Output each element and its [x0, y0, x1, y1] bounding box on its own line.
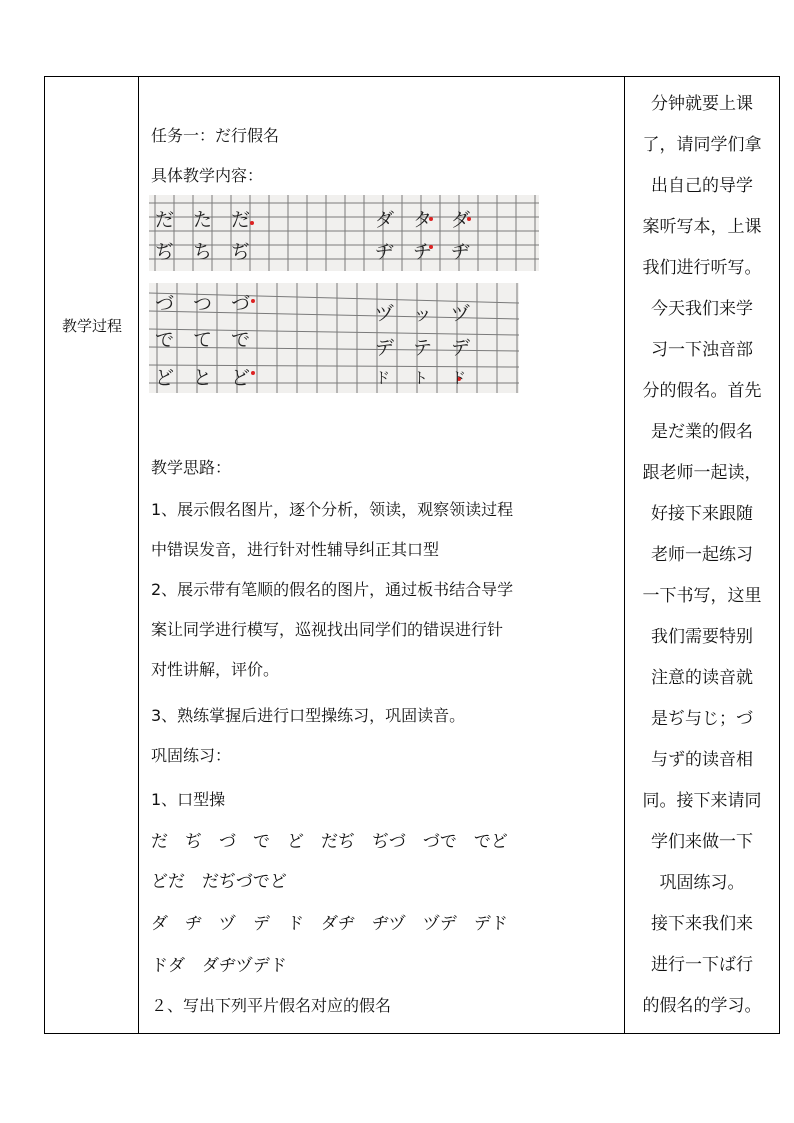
note-line: 的假名的学习。	[642, 996, 762, 1016]
drill-line: だ ぢ づ で ど だぢ ぢづ づで でど	[151, 832, 508, 852]
note-line: 巩固练习。	[659, 873, 745, 893]
note-line: 今天我们来学	[651, 299, 753, 319]
kana-char: ヅ	[451, 303, 471, 325]
note-line: 是だ業的假名	[651, 422, 753, 442]
note-line: 了，请同学们拿	[642, 135, 762, 155]
kana-char: で	[231, 329, 251, 351]
kana-char: ヂ	[451, 241, 471, 263]
lesson-table	[44, 76, 780, 1034]
row-label: 教学过程	[61, 317, 122, 335]
kana-row-di-kata	[375, 237, 489, 264]
kana-char: ど	[155, 367, 175, 389]
approach-line: 案让同学进行模写，巡视找出同学们的错误进行针	[151, 620, 504, 639]
approach-line: 1、展示假名图片，逐个分析，领读，观察领读过程	[151, 500, 514, 519]
kana-char: て	[193, 329, 213, 351]
kana-row-da	[155, 205, 269, 232]
kana-char: デ	[451, 337, 471, 359]
kana-row-du-kata	[375, 299, 489, 326]
kana-char: ち	[193, 241, 213, 263]
content-heading: 具体教学内容：	[151, 166, 264, 185]
note-line: 学们来做一下	[651, 832, 753, 852]
note-line: 老师一起练习	[651, 545, 753, 565]
kana-row-di	[155, 237, 269, 264]
kana-char: づ	[155, 293, 175, 315]
note-line: 跟老师一起读，	[642, 463, 762, 483]
approach-heading: 教学思路：	[151, 458, 232, 477]
approach-line: 2、展示带有笔顺的假名的图片，通过板书结合导学	[151, 580, 514, 599]
kana-char: ダ	[375, 209, 395, 231]
kana-char: で	[155, 329, 175, 351]
kana-row-do	[155, 363, 269, 390]
kana-practice-image-2	[149, 283, 519, 393]
kana-row-da-kata	[375, 205, 489, 232]
practice-heading: 巩固练习：	[151, 746, 232, 765]
kana-char: ヂ	[375, 241, 395, 263]
note-line: 我们进行听写。	[642, 258, 762, 278]
kana-char: つ	[193, 293, 213, 315]
kana-char: た	[193, 209, 213, 231]
kana-row-de	[155, 325, 269, 352]
drill-line: ダ ヂ ヅ デ ド ダヂ ヂヅ ヅデ デド	[151, 914, 508, 934]
kana-char: ド	[451, 369, 467, 387]
kana-practice-image-1	[149, 195, 539, 271]
note-line: 分的假名。首先	[642, 381, 762, 401]
note-line: 出自己的导学	[651, 176, 753, 196]
note-line: 与ず的读音相	[651, 750, 753, 770]
drill-line: どだ だぢづでど	[151, 872, 287, 892]
note-line: 接下来我们来	[651, 914, 753, 934]
kana-row-du	[155, 289, 269, 316]
task-title: 任务一：だ行假名	[151, 126, 280, 145]
kana-char: ぢ	[155, 241, 175, 263]
kana-char: ダ	[451, 209, 471, 231]
kana-char: と	[193, 367, 213, 389]
kana-char: だ	[231, 209, 251, 231]
kana-char: チ	[413, 241, 433, 263]
kana-char: ぢ	[231, 241, 251, 263]
note-line: 我们需要特别	[651, 627, 753, 647]
kana-char: ど	[231, 367, 251, 389]
note-line: 分钟就要上课	[651, 94, 753, 114]
practice-item-1: 1、口型操	[151, 790, 226, 809]
kana-row-de-kata	[375, 333, 489, 360]
approach-line: 中错误发音，进行针对性辅导纠正其口型	[151, 540, 440, 559]
note-line: 好接下来跟随	[651, 504, 753, 524]
kana-char: ッ	[413, 303, 433, 325]
kana-char: テ	[413, 337, 433, 359]
kana-char: ト	[413, 369, 429, 387]
approach-line: 对性讲解，评价。	[151, 660, 280, 679]
approach-line: 3、熟练掌握后进行口型操练习，巩固读音。	[151, 706, 466, 725]
note-line: 同。接下来请同	[642, 791, 762, 811]
note-line: 注意的读音就	[651, 668, 753, 688]
note-line: 是ぢ与じ；づ	[651, 709, 753, 729]
label-column	[45, 77, 139, 1033]
kana-char: ヅ	[375, 303, 395, 325]
kana-char: デ	[375, 337, 395, 359]
notes-column	[625, 77, 781, 1033]
drill-line: ドダ ダヂヅデド	[151, 956, 287, 976]
kana-char: ド	[375, 369, 391, 387]
note-line: 习一下浊音部	[651, 340, 753, 360]
practice-item-2: ２、写出下列平片假名对应的假名	[151, 996, 392, 1015]
content-column	[139, 77, 623, 1033]
note-line: 进行一下ば行	[651, 955, 753, 975]
kana-row-do-kata	[375, 367, 489, 388]
kana-char: タ	[413, 209, 433, 231]
kana-char: だ	[155, 209, 175, 231]
note-line: 一下书写，这里	[642, 586, 762, 606]
note-line: 案听写本，上课	[642, 217, 762, 237]
kana-char: づ	[231, 293, 251, 315]
